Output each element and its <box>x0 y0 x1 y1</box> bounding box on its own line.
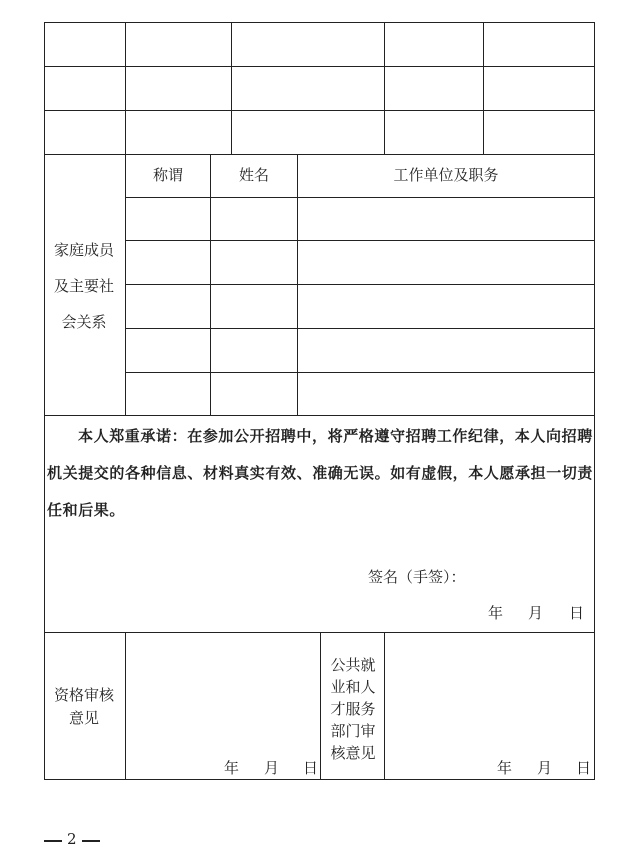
frame-top-border <box>44 22 595 23</box>
frame-right-border <box>594 22 595 780</box>
review-col-line <box>384 632 385 780</box>
pledge-date-day: 日 <box>569 604 585 622</box>
qualification-date-month: 月 <box>264 759 280 777</box>
top-grid-row-line <box>44 66 595 67</box>
family-section-label-line: 及主要社 <box>53 277 114 295</box>
frame-left-border <box>44 22 45 780</box>
footer-dash-left <box>44 840 62 842</box>
dept-date-month: 月 <box>537 759 553 777</box>
family-header-line <box>125 197 595 198</box>
family-row-line <box>125 284 595 285</box>
pledge-statement: 本人郑重承诺：在参加公开招聘中，将严格遵守招聘工作纪律，本人向招聘机关提交的各种信息、材料真实有效、准确无误。如有虚假，本人愿承担一切责任和后果。 <box>47 427 594 519</box>
family-header-work-unit: 工作单位及职务 <box>393 166 499 184</box>
family-label-divider <box>125 154 126 416</box>
family-section-label-line: 会关系 <box>61 313 107 331</box>
signature-label: 签名（手签）： <box>368 568 466 586</box>
top-grid-col-line <box>125 22 126 155</box>
family-row-line <box>125 240 595 241</box>
pledge-date-month: 月 <box>528 604 544 622</box>
family-col-line <box>210 154 211 416</box>
dept-review-label-line: 部门审 <box>330 722 376 740</box>
dept-review-label-line: 才服务 <box>330 700 376 718</box>
review-col-line <box>125 632 126 780</box>
pledge-date-year: 年 <box>488 604 504 622</box>
dept-review-label-line: 公共就 <box>330 656 376 674</box>
family-header-relation: 称谓 <box>152 166 184 184</box>
family-row-line <box>125 372 595 373</box>
family-header-name: 姓名 <box>238 166 270 184</box>
top-grid-row-line <box>44 110 595 111</box>
family-section-bottom-line <box>44 415 595 416</box>
top-grid-bottom-line <box>44 154 595 155</box>
top-grid-col-line <box>384 22 385 155</box>
qualification-review-label <box>43 684 125 730</box>
qualification-date-year: 年 <box>224 759 240 777</box>
family-section-label <box>43 232 125 340</box>
qualification-date-day: 日 <box>303 759 319 777</box>
dept-review-label-line: 核意见 <box>330 744 376 762</box>
family-col-line <box>297 154 298 416</box>
family-section-label-line: 家庭成员 <box>53 241 114 259</box>
dept-date-day: 日 <box>576 759 592 777</box>
dept-date-year: 年 <box>497 759 513 777</box>
top-grid-col-line <box>483 22 484 155</box>
family-row-line <box>125 328 595 329</box>
dept-review-label <box>322 654 384 764</box>
qualification-review-label-line: 意见 <box>68 709 99 727</box>
top-grid-col-line <box>231 22 232 155</box>
review-col-line <box>320 632 321 780</box>
dept-review-label-line: 业和人 <box>330 678 376 696</box>
page-number: 2 <box>67 830 77 848</box>
qualification-review-label-line: 资格审核 <box>53 686 114 704</box>
footer-dash-right <box>82 840 100 842</box>
